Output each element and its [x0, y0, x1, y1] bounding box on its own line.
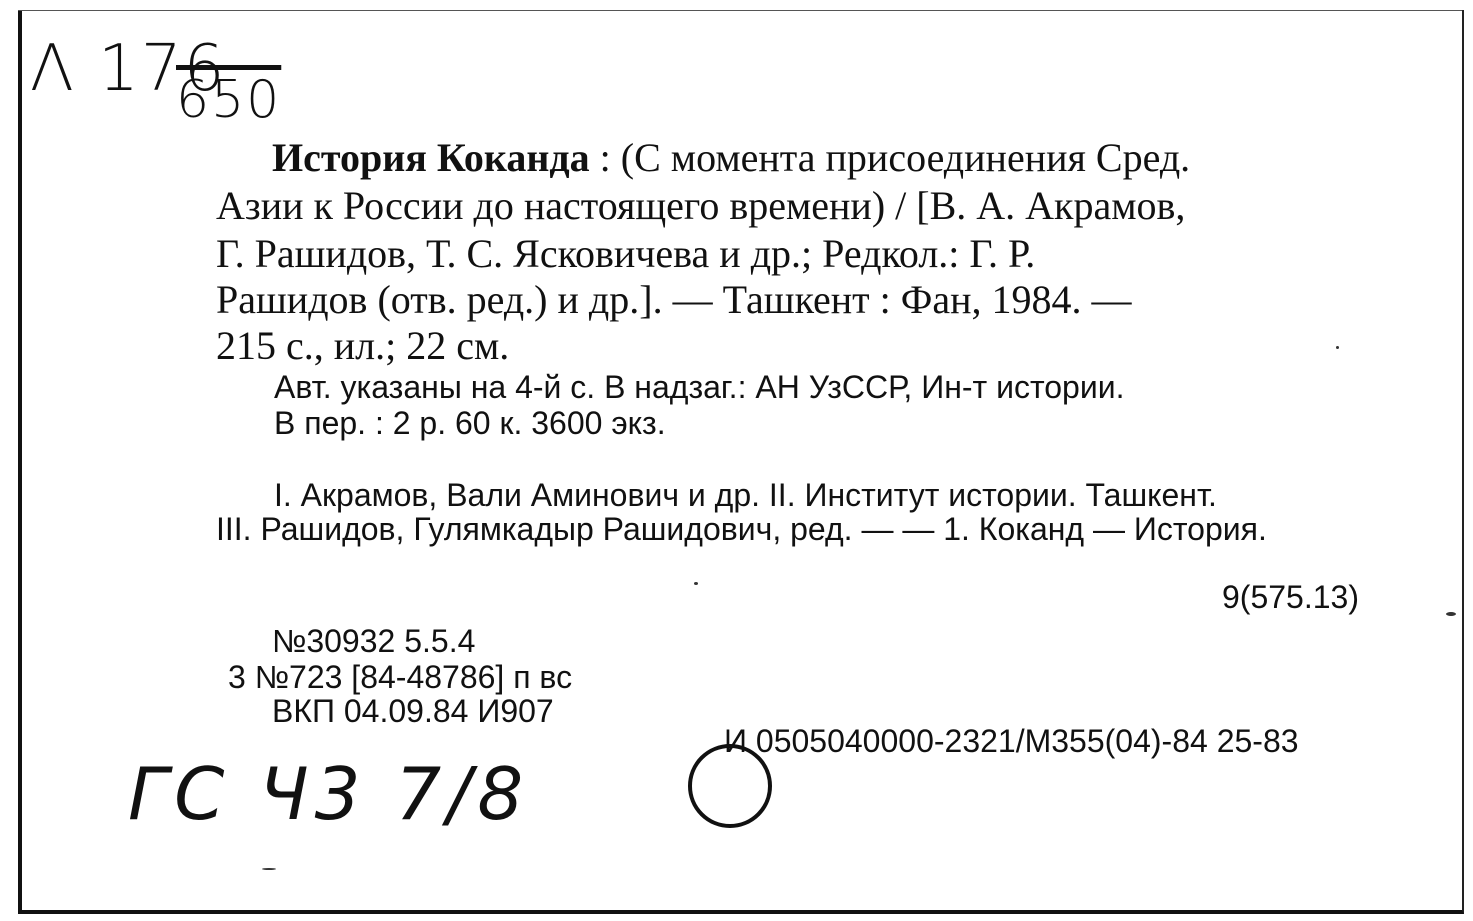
print-code: И 0505040000-2321/М355(04)-84 25-83: [724, 723, 1299, 759]
control-number-1: №30932 5.5.4: [272, 623, 476, 659]
speck: [1336, 346, 1339, 349]
record-tracing-1: I. Акрамов, Вали Аминович и др. II. Институт истории. Ташкент.: [274, 477, 1217, 513]
card-border-top: [18, 10, 1462, 11]
handwritten-call-number: ГС Ч3 7/8: [128, 752, 530, 836]
record-line-2: Азии к России до настоящего времени) / [В. А. Акрамов,: [216, 183, 1186, 228]
record-title-rest: : (С момента присоединения Сред.: [589, 135, 1191, 180]
record-line-3: Г. Рашидов, Т. С. Ясковичева и др.; Редкол.: Г. Р.: [216, 231, 1036, 276]
punched-hole-circle: [688, 744, 772, 828]
record-line-4: Рашидов (отв. ред.) и др.]. — Ташкент : Фан, 1984. —: [216, 277, 1132, 322]
speck: [694, 582, 698, 585]
record-note-1: Авт. указаны на 4-й с. В надзаг.: АН УзССР, Ин-т истории.: [274, 369, 1125, 405]
speck: [1446, 612, 1456, 616]
control-number-3: ВКП 04.09.84 И907: [272, 693, 554, 729]
classification-number: 9(575.13): [1222, 579, 1359, 615]
record-line-5: 215 с., ил.; 22 см.: [216, 323, 510, 368]
record-tracing-2: III. Рашидов, Гулямкадыр Рашидович, ред. — — 1. Коканд — История.: [216, 511, 1267, 547]
speck: [262, 868, 276, 870]
control-number-2: 3 №723 [84-48786] п вс: [228, 659, 573, 695]
record-title: История Коканда: [272, 135, 590, 180]
handwritten-shelfmark: Λ 176: [30, 32, 227, 106]
handwritten-shelfmark-sub: 650: [176, 70, 282, 130]
record-note-2: В пер. : 2 р. 60 к. 3600 экз.: [274, 405, 666, 441]
record-line-1: [272, 134, 1190, 182]
